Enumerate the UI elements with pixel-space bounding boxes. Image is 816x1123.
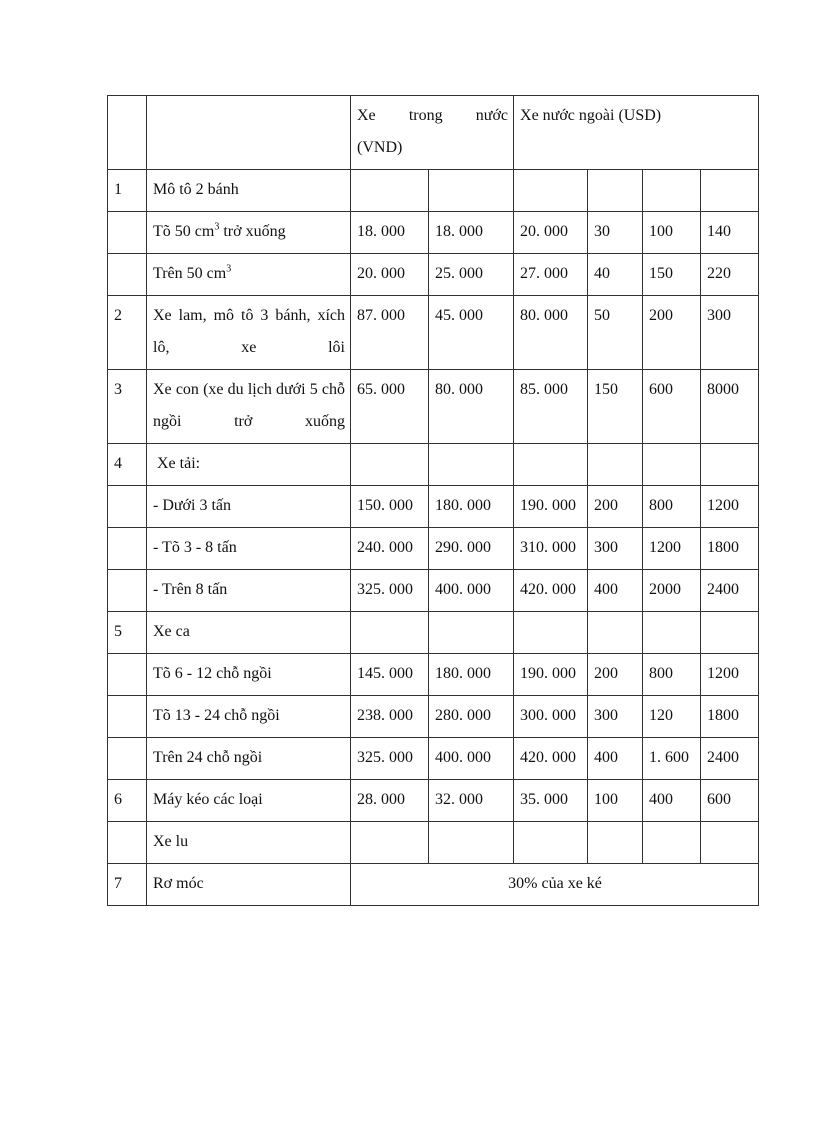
row-name: Xe lam, mô tô 3 bánh, xích lô, xe lôi: [147, 296, 351, 370]
row-number: 2: [108, 296, 147, 370]
row-number: 5: [108, 612, 147, 654]
value-cell: [514, 612, 588, 654]
table-row: [108, 370, 759, 444]
value-cell: [351, 822, 429, 864]
header-domestic: [351, 96, 514, 170]
value-cell: 1200: [701, 654, 759, 696]
header-row: [108, 96, 759, 170]
value-cell: 240. 000: [351, 528, 429, 570]
value-cell: [351, 170, 429, 212]
row-name-superscript: 3: [214, 221, 220, 233]
row-name-suffix: trở xuống: [219, 223, 286, 240]
value-cell: 220: [701, 254, 759, 296]
value-cell: [429, 822, 514, 864]
value-cell: 150: [643, 254, 701, 296]
value-cell: 1800: [701, 528, 759, 570]
table-row-last: [108, 864, 759, 906]
value-cell: [701, 444, 759, 486]
value-cell: [643, 822, 701, 864]
value-cell: 40: [588, 254, 643, 296]
row-name: Xe con (xe du lịch dưới 5 chỗ ngồi trở xuống: [147, 370, 351, 444]
value-cell: [429, 612, 514, 654]
table-row: [108, 444, 759, 486]
value-cell: 190. 000: [514, 654, 588, 696]
table-row: [108, 654, 759, 696]
value-cell: 28. 000: [351, 780, 429, 822]
value-cell: 27. 000: [514, 254, 588, 296]
table-row: [108, 254, 759, 296]
value-cell: 145. 000: [351, 654, 429, 696]
value-cell: 2400: [701, 570, 759, 612]
value-cell: 120: [643, 696, 701, 738]
row-name: Mô tô 2 bánh: [147, 170, 351, 212]
row-number: [108, 738, 147, 780]
value-cell: 400. 000: [429, 570, 514, 612]
value-cell: 300: [701, 296, 759, 370]
value-cell: 238. 000: [351, 696, 429, 738]
table-row: [108, 212, 759, 254]
value-cell: [588, 444, 643, 486]
value-cell: 1800: [701, 696, 759, 738]
row-number: [108, 212, 147, 254]
row-name-text: Trên 50 cm: [153, 265, 227, 282]
value-cell: 32. 000: [429, 780, 514, 822]
table-row: [108, 170, 759, 212]
value-cell: [701, 170, 759, 212]
value-cell: 20. 000: [514, 212, 588, 254]
row-number: [108, 822, 147, 864]
row-name: - Tõ 3 - 8 tấn: [147, 528, 351, 570]
value-cell: 8000: [701, 370, 759, 444]
value-cell: 310. 000: [514, 528, 588, 570]
value-cell: [701, 822, 759, 864]
row-number: 7: [108, 864, 147, 906]
value-cell: 85. 000: [514, 370, 588, 444]
table-row: [108, 738, 759, 780]
table-row: [108, 570, 759, 612]
row-number: [108, 654, 147, 696]
value-cell: [643, 444, 701, 486]
value-cell: [514, 170, 588, 212]
value-cell: 140: [701, 212, 759, 254]
value-cell: 45. 000: [429, 296, 514, 370]
header-name-cell: [147, 96, 351, 170]
value-cell: 18. 000: [429, 212, 514, 254]
row-number: 6: [108, 780, 147, 822]
value-cell: [588, 170, 643, 212]
value-cell: 2000: [643, 570, 701, 612]
row-number: [108, 696, 147, 738]
value-cell: 325. 000: [351, 738, 429, 780]
value-cell: 190. 000: [514, 486, 588, 528]
value-cell: 80. 000: [429, 370, 514, 444]
header-no-cell: [108, 96, 147, 170]
value-cell: [643, 612, 701, 654]
value-cell: 1200: [643, 528, 701, 570]
value-cell: 1200: [701, 486, 759, 528]
row-name-text: Tõ 50 cm: [153, 223, 215, 240]
value-cell: 420. 000: [514, 738, 588, 780]
value-cell: [588, 822, 643, 864]
value-cell: 300: [588, 528, 643, 570]
value-cell: 800: [643, 486, 701, 528]
row-name: - Trên 8 tấn: [147, 570, 351, 612]
value-cell: [514, 444, 588, 486]
row-name: Trên 24 chỗ ngồi: [147, 738, 351, 780]
value-cell: 35. 000: [514, 780, 588, 822]
table-row: [108, 486, 759, 528]
vehicle-fee-table: [107, 95, 759, 906]
row-name: Xe lu: [147, 822, 351, 864]
value-cell: 20. 000: [351, 254, 429, 296]
value-cell: [429, 444, 514, 486]
value-cell: 50: [588, 296, 643, 370]
value-cell: 2400: [701, 738, 759, 780]
value-cell: 1. 600: [643, 738, 701, 780]
value-cell: 87. 000: [351, 296, 429, 370]
row-number: 4: [108, 444, 147, 486]
value-cell: [588, 612, 643, 654]
row-name: [147, 212, 351, 254]
value-cell: 200: [588, 486, 643, 528]
header-domestic-line1: Xe trong nước: [357, 107, 509, 124]
value-cell: 280. 000: [429, 696, 514, 738]
row-name: - Dưới 3 tấn: [147, 486, 351, 528]
row-name: Tõ 13 - 24 chỗ ngồi: [147, 696, 351, 738]
value-cell: 290. 000: [429, 528, 514, 570]
value-cell: 600: [643, 370, 701, 444]
value-cell: 25. 000: [429, 254, 514, 296]
value-cell: 420. 000: [514, 570, 588, 612]
table-row: [108, 612, 759, 654]
row-number: [108, 570, 147, 612]
table-row: [108, 822, 759, 864]
row-name: Máy kéo các loại: [147, 780, 351, 822]
value-cell: 180. 000: [429, 486, 514, 528]
value-cell: 400: [588, 738, 643, 780]
header-foreign: Xe nước ngoài (USD): [514, 96, 759, 170]
table-row: [108, 696, 759, 738]
value-cell: 300: [588, 696, 643, 738]
row-name-superscript: 3: [226, 263, 232, 275]
value-cell: 400. 000: [429, 738, 514, 780]
value-cell: [351, 612, 429, 654]
table-row: [108, 528, 759, 570]
value-cell: 150. 000: [351, 486, 429, 528]
table-row: [108, 296, 759, 370]
value-cell: [429, 170, 514, 212]
value-cell: 65. 000: [351, 370, 429, 444]
row-number: [108, 254, 147, 296]
value-cell: 100: [643, 212, 701, 254]
value-cell: [701, 612, 759, 654]
value-cell: [514, 822, 588, 864]
merged-value-cell: 30% của xe ké: [351, 864, 759, 906]
value-cell: 300. 000: [514, 696, 588, 738]
value-cell: 400: [643, 780, 701, 822]
value-cell: 400: [588, 570, 643, 612]
row-number: 3: [108, 370, 147, 444]
value-cell: 600: [701, 780, 759, 822]
value-cell: 200: [588, 654, 643, 696]
value-cell: 800: [643, 654, 701, 696]
value-cell: 150: [588, 370, 643, 444]
value-cell: 30: [588, 212, 643, 254]
row-number: [108, 528, 147, 570]
table-row: [108, 780, 759, 822]
value-cell: 180. 000: [429, 654, 514, 696]
header-domestic-line2: (VND): [357, 139, 403, 156]
value-cell: [643, 170, 701, 212]
value-cell: 80. 000: [514, 296, 588, 370]
row-name: Xe tải:: [147, 444, 351, 486]
value-cell: 325. 000: [351, 570, 429, 612]
value-cell: 200: [643, 296, 701, 370]
value-cell: 18. 000: [351, 212, 429, 254]
row-number: [108, 486, 147, 528]
row-name: [147, 254, 351, 296]
row-name: Xe ca: [147, 612, 351, 654]
row-name: Rơ móc: [147, 864, 351, 906]
value-cell: [351, 444, 429, 486]
value-cell: 100: [588, 780, 643, 822]
row-number: 1: [108, 170, 147, 212]
row-name: Tõ 6 - 12 chỗ ngồi: [147, 654, 351, 696]
